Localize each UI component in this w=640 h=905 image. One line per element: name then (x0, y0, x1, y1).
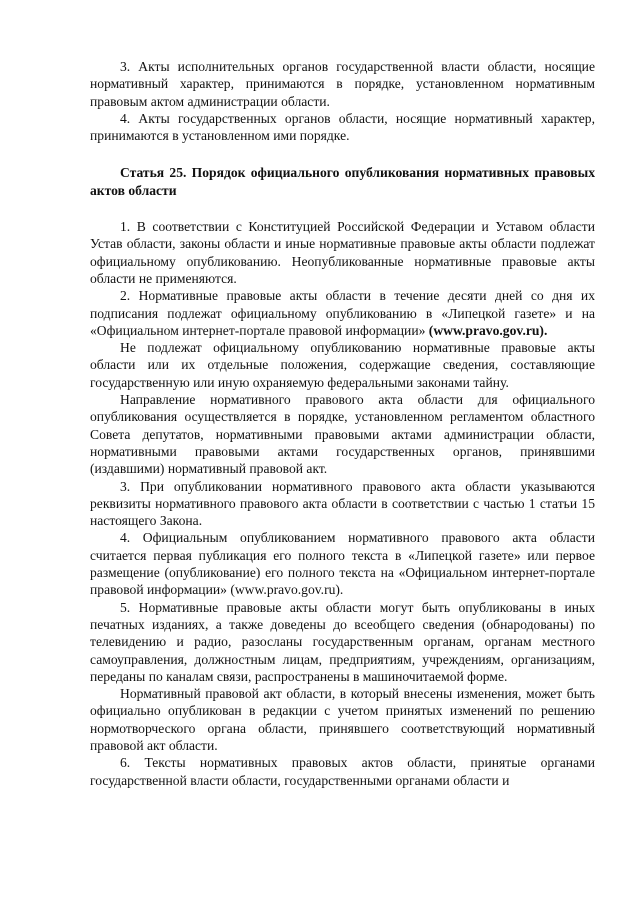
paragraph-2-main-text: 2. Нормативные правовые акты области в течение десяти дней со дня их подписания подлежат официальному опубликованию в «Липецкой газете» и на «Официальном интернет-портале правовой информации» (90, 288, 595, 338)
paragraph-2-publication-term (90, 287, 595, 339)
paragraph-4-state-bodies-acts: 4. Акты государственных органов области, носящие нормативный характер, принимаются в установленном ими порядке. (90, 110, 595, 144)
paragraph-1-publication-requirement: 1. В соответствии с Конституцией Российской Федерации и Уставом области Устав области, законы области и иные нормативные правовые акты области подлежат официальному опубликованию. Неопубликованные нормативные правовые акты области не применяются. (90, 219, 595, 286)
paragraph-amended-edition: Нормативный правовой акт области, в который внесены изменения, может быть официально опубликован в редакции с учетом принятых изменений по решению нормотворческого органа области, принявшего соответствующий нормативный правовой акт области. (90, 686, 595, 753)
paragraph-4-official-publication: 4. Официальным опубликованием нормативного правового акта области считается первая публикация его полного текста в «Липецкой газете» или первое размещение (опубликование) его полного текста на «Официальном интернет-портале правовой информации» (www.pravo.gov.ru). (90, 530, 595, 598)
paragraph-3-executive-acts: 3. Акты исполнительных органов государственной власти области, носящие нормативный характер, принимаются в порядке, установленном нормативным правовым актом администрации области. (90, 59, 595, 109)
paragraph-3-requisites: 3. При опубликовании нормативного правового акта области указываются реквизиты нормативного правового акта области в соответствии с частью 1 статьи 15 настоящего Закона. (90, 478, 595, 529)
article-25-heading: Статья 25. Порядок официального опубликования нормативных правовых актов области (90, 165, 595, 198)
paragraph-6-texts: 6. Тексты нормативных правовых актов области, принятые органами государственной власти области, государственными органами области и (90, 755, 595, 788)
paragraph-secret-exclusion: Не подлежат официальному опубликованию нормативные правовые акты области или их отдельные положения, содержащие сведения, составляющие государственную или иную охраняемую федеральными законами тайну. (90, 340, 595, 390)
paragraph-5-other-publications: 5. Нормативные правовые акты области могут быть опубликованы в иных печатных изданиях, а также доведены до всеобщего сведения (обнародованы) по телевидению и радио, разосланы государственным органам, органам местного самоуправления, должностным лицам, предприятиям, учреждениям, организациям, переданы по каналам связи, распространены в машиночитаемой форме. (90, 599, 595, 684)
paragraph-2-url: (www.pravo.gov.ru). (425, 322, 548, 338)
document-page (90, 58, 595, 789)
paragraph-publication-direction: Направление нормативного правового акта области для официального опубликования осуществляется в порядке, установленном регламентом областного Совета депутатов, нормативными правовыми актами администрации области, нормативными правовыми актами государственных органов, принявшими (издавшими) нормативный правовой акт. (90, 392, 595, 477)
